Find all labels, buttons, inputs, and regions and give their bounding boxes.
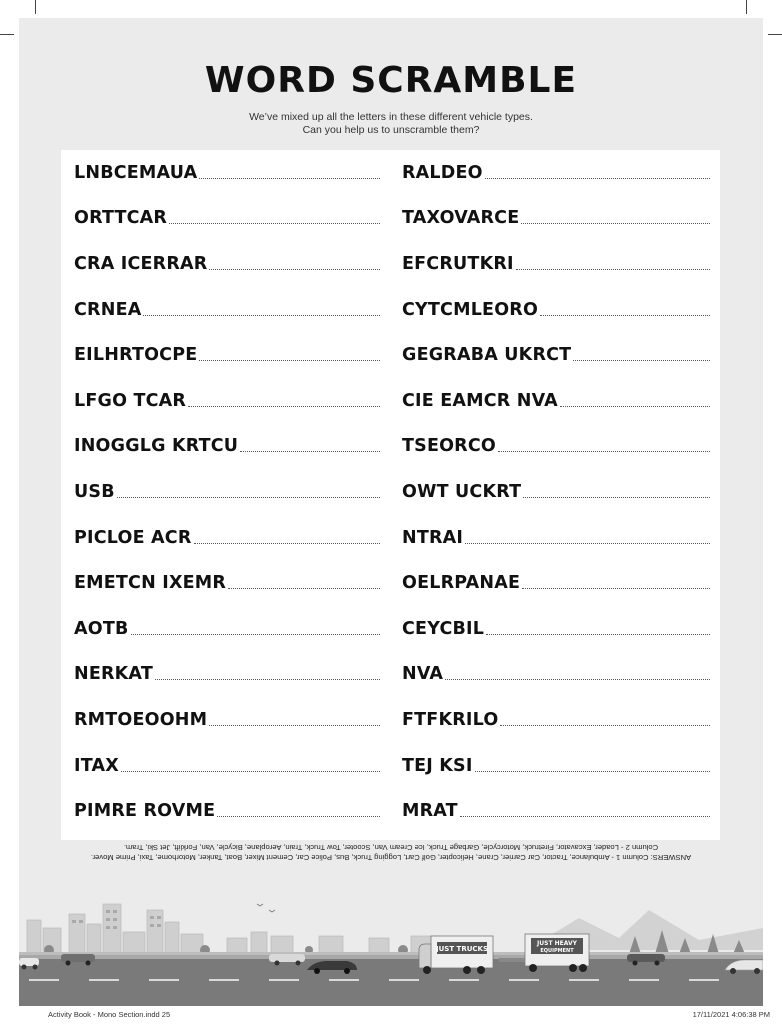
scrambled-word: CIE EAMCR NVA (402, 390, 558, 411)
vehicle-city-illustration (19, 880, 763, 1006)
word-row (402, 332, 710, 378)
scrambled-word: CRA ICERRAR (74, 253, 208, 274)
word-row (74, 241, 380, 287)
word-row (402, 424, 710, 470)
word-row (74, 469, 380, 515)
word-row (74, 424, 380, 470)
word-row (74, 606, 380, 652)
word-row (402, 788, 710, 834)
word-row (402, 150, 710, 196)
word-row (402, 241, 710, 287)
word-row (74, 788, 380, 834)
answer-line[interactable] (155, 678, 380, 680)
answer-line[interactable] (522, 587, 710, 589)
word-row (402, 287, 710, 333)
scrambled-word: CRNEA (74, 299, 142, 320)
word-row (402, 697, 710, 743)
answer-line[interactable] (516, 268, 710, 270)
answer-line[interactable] (486, 633, 710, 635)
word-row (74, 743, 380, 789)
answer-line[interactable] (194, 542, 381, 544)
scrambled-word: AOTB (74, 618, 129, 639)
page-title: WORD SCRAMBLE (204, 60, 578, 101)
answer-line[interactable] (209, 724, 380, 726)
word-row (402, 743, 710, 789)
word-row (74, 515, 380, 561)
crop-mark (0, 34, 14, 35)
answer-line[interactable] (188, 405, 380, 407)
scrambled-word: EMETCN IXEMR (74, 573, 227, 594)
answer-line[interactable] (460, 815, 710, 817)
answer-line[interactable] (217, 815, 380, 817)
answer-line[interactable] (199, 177, 380, 179)
scrambled-word: LNBCEMAUA (74, 162, 198, 183)
answer-key-line-1: ANSWERS: Column 1 - Ambulance, Tractor, Car Carrier, Crane, Helicopter, Golf Cart, Logging Truck, Bus, Police Car, Cement Mixer, Boat, Tanker, Motorhome, Taxi, Prime Mover. (90, 853, 692, 862)
answer-line[interactable] (445, 678, 710, 680)
answer-line[interactable] (475, 770, 710, 772)
birds (257, 904, 275, 912)
answer-line[interactable] (228, 587, 380, 589)
answer-line[interactable] (523, 496, 710, 498)
city-skyline (27, 904, 437, 954)
crop-mark (768, 34, 782, 35)
word-row (402, 515, 710, 561)
word-row (74, 378, 380, 424)
word-row (74, 697, 380, 743)
word-row (402, 469, 710, 515)
truck-label: JUST TRUCKS (436, 945, 488, 953)
scrambled-word: MRAT (402, 801, 458, 822)
scrambled-word: RALDEO (402, 162, 483, 183)
answer-line[interactable] (521, 222, 710, 224)
word-row (74, 196, 380, 242)
word-row (402, 652, 710, 698)
word-row (402, 378, 710, 424)
answer-key-line-2: Column 2 - Loader, Excavator, Firetruck, Motorcycle, Garbage Truck, Ice Cream Van, Scooter, Tow Truck, Train, Aeroplane, Bicycle, Van, Forklift, Jet Ski, Tram. (123, 843, 659, 852)
subtitle-line-1: We’ve mixed up all the letters in these different vehicle types. (249, 111, 533, 123)
column-1 (74, 150, 380, 834)
footer-timestamp: 17/11/2021 4:06:38 PM (692, 1010, 770, 1019)
answer-line[interactable] (199, 359, 380, 361)
crop-mark (35, 0, 36, 14)
page-subtitle (0, 111, 782, 136)
answer-line[interactable] (169, 222, 380, 224)
answer-line[interactable] (485, 177, 710, 179)
answer-line[interactable] (465, 542, 710, 544)
word-row (402, 196, 710, 242)
scrambled-word: GEGRABA UKRCT (402, 345, 572, 366)
scrambled-word: OELRPANAE (402, 573, 521, 594)
scrambled-word: TEJ KSI (402, 755, 473, 776)
scrambled-word: NERKAT (74, 664, 153, 685)
word-row (74, 652, 380, 698)
word-list-card (61, 150, 720, 840)
answer-line[interactable] (240, 450, 380, 452)
word-row (74, 150, 380, 196)
scrambled-word: LFGO TCAR (74, 390, 187, 411)
answer-line[interactable] (560, 405, 710, 407)
crop-mark (746, 0, 747, 14)
truck-label: EQUIPMENT (540, 948, 574, 954)
answer-line[interactable] (131, 633, 381, 635)
word-row (74, 560, 380, 606)
answer-line[interactable] (209, 268, 380, 270)
scrambled-word: FTFKRILO (402, 709, 499, 730)
answer-line[interactable] (143, 314, 380, 316)
scrambled-word: PICLOE ACR (74, 527, 192, 548)
scrambled-word: CYTCMLEORO (402, 299, 539, 320)
scrambled-word: EFCRUTKRI (402, 253, 514, 274)
scrambled-word: RMTOEOOHM (74, 709, 208, 730)
answer-line[interactable] (117, 496, 380, 498)
answer-key (62, 842, 720, 862)
scrambled-word: USB (74, 481, 115, 502)
word-row (74, 332, 380, 378)
scrambled-word: ORTTCAR (74, 208, 168, 229)
column-2 (402, 150, 710, 834)
scrambled-word: EILHRTOCPE (74, 345, 198, 366)
scrambled-word: OWT UCKRT (402, 481, 522, 502)
subtitle-line-2: Can you help us to unscramble them? (302, 123, 480, 136)
scrambled-word: CEYCBIL (402, 618, 485, 639)
answer-line[interactable] (500, 724, 710, 726)
scrambled-word: ITAX (74, 755, 119, 776)
scrambled-word: TSEORCO (402, 436, 496, 457)
scrambled-word: NTRAI (402, 527, 464, 548)
scrambled-word: PIMRE ROVME (74, 801, 216, 822)
scrambled-word: INOGGLG KRTCU (74, 436, 239, 457)
truck-label: JUST HEAVY (537, 940, 577, 947)
answer-line[interactable] (121, 770, 380, 772)
footer-file-name: Activity Book - Mono Section.indd 25 (48, 1010, 171, 1019)
answer-line[interactable] (540, 314, 710, 316)
word-row (402, 560, 710, 606)
word-row (402, 606, 710, 652)
scrambled-word: NVA (402, 664, 444, 685)
scrambled-word: TAXOVARCE (402, 208, 520, 229)
answer-line[interactable] (498, 450, 710, 452)
word-row (74, 287, 380, 333)
answer-line[interactable] (573, 359, 710, 361)
